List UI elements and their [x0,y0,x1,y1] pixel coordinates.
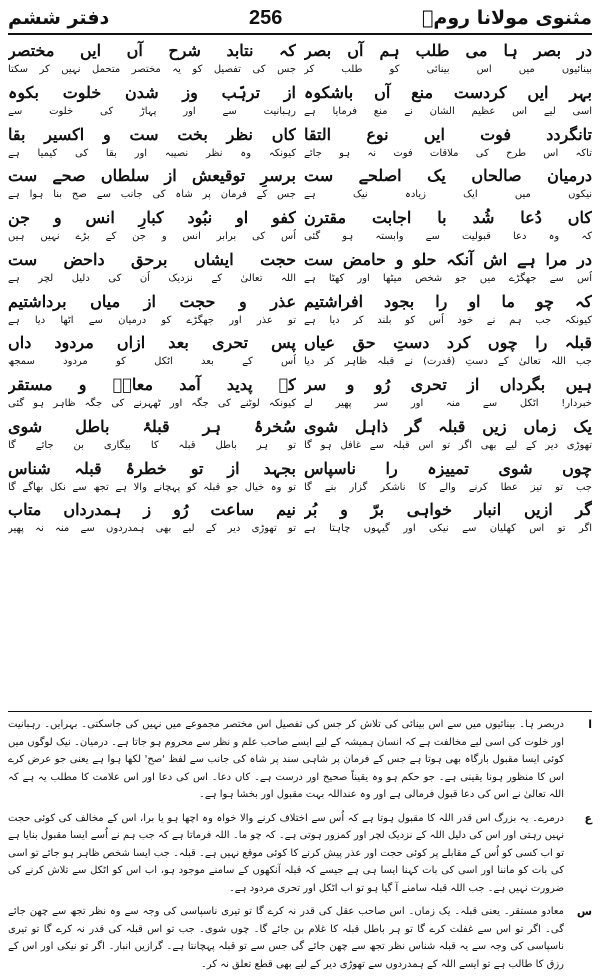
left-column [8,40,296,708]
verse-line: عذر و حجت از میاں برداشتیم [8,291,296,311]
verse-pair [8,207,296,249]
verse-line: کاں نظر بخت ست و اکسیر بقا [8,124,296,144]
verse-line: کفو او نبُود کبارِ انس و جن [8,208,296,227]
verse-line: نیم ساعت رُو ز ہمدرداں متاب [8,500,296,520]
header-rule [8,33,592,35]
footnote-marker: س [576,905,592,918]
verse-pair [304,291,592,333]
verse-pair [8,332,296,374]
verse-pair [304,82,592,124]
translation-line: اللہ تعالیٰ کے نزدیک اُن کی دلیل لچر ہے [8,272,296,284]
translation-line: اُس سے جھگڑے میں جو شخص میٹھا اور کھٹا ہے [304,272,592,284]
verse-pair [8,165,296,207]
right-column [304,40,592,708]
translation-line: تاکہ اس طرح کی ملاقات فوت نہ ہو جائے [304,147,592,159]
footnote-marker: ا [588,718,592,731]
verse-line: حجت ایشاں برحق داحض ست [8,249,296,269]
verse-line: تانگردد فوت ایں نوع التقا [304,124,592,144]
verse-line: سُخرۂ ہر قبلۂ باطل شوی [8,416,296,436]
verse-line: پس تحری بعد ازاں مردود داں [8,333,296,353]
verse-pair [8,40,296,82]
footnote-rule [8,711,592,712]
verse-pair [8,249,296,291]
verse-line: کاں دُعا شُد با اجابت مقترن [304,208,592,227]
verse-pair [8,458,296,500]
footnote-text: درمرے۔ یہ بزرگ اس قدر اللہ کا مقبول ہوتا ہے کہ اُس سے اختلاف کرنے والا خواہ وہ اچھا ہو یا برا، اس کے مخالف کی کوئی حجت نہیں رہتی اور اس کی دلیل اللہ کے نزدیک لچر اور کمزور ہوتی ہے۔ کہ چو ما۔ اللہ فرماتا ہے کہ جب ہم نے اُسے ایسا مقبول بنایا ہے تو اب کسی کو اُس کے مقابلے پر کوئی حجت اور عذر پیش کرنے کا کوئی موقع نہیں ہے۔ قبلہ۔ جب ایسا شخص ظاہر ہو جائے تو اسی کی بات کو ماننا اور اسی کی بات کہنا ایسا ہی ہے جیسے کہ قبلہ آنکھوں کے سامنے موجود ہو، اب اس کو اٹکل سے تلاش کرنے کی ضرورت نہیں ہے۔ جب اللہ قبلہ سامنے آ گیا ہو تو اب اٹکل اور تحری مردود ہے۔ [8,812,564,894]
translation-line: بینائیوں میں اس بینائی کو طلب کر [304,64,592,75]
verse-pair [304,332,592,374]
verse-line: بجہد از تو خطرۂ قبلہ شناس [8,458,296,478]
verses-area [8,40,592,708]
verse-line: ہیں بگرداں از تحری رُو و سر [304,375,592,394]
translation-line: اگر تو اس کھلیان سے نیکی اور گیہوں چاہتا ہے [304,523,592,535]
footnote-text: دربصر ہا۔ بینائیوں میں سے اس بینائی کی تلاش کر جس کی تفصیل اس مختصر مجموعے میں نہیں کی جاسکتی۔ بہرایں۔ رہبانیت اور خلوت کی اسی لیے مخالفت ہے کہ انسان ہمیشہ کے لیے ایسے صاحب علم و نظر سے محروم ہو جاتا ہے۔ درمیان۔ نیک لوگوں میں کوئی ایسا مقبول بارگاہ بھی ہوتا ہے جس کے فرمان پر شاہی سند پر شاہ کی جانب سے لفظ 'صح' لکھا ہوا ہے یعنی جو عرض کرے اس کا منظور ہونا یقینی ہے۔ جو حکم ہو وہ یقیناً صحیح اور درست ہے۔ کاں دعا۔ اس کی دعا اور اس علامت کا مطلب یہ ہے کہ اللہ تعالیٰ نے اس کی دعا قبول فرمالی ہے اور وہ عنداللہ بہت مقبول اور بخشا ہوا ہے۔ [8,719,564,800]
translation-line: تھوڑی دیر کے لیے بھی اگر تو اس قبلہ سے غافل ہو گا [304,439,592,451]
translation-line: جب تو تیز عطا کرنے والے کا ناشکر گزار بنے گا [304,481,592,493]
translation-line: کیونکہ وہ نظر نصیبہ اور بقا کی کیمیا ہے [8,147,296,159]
translation-line: اسی لیے اس عظیم الشان نے منع فرمایا ہے [304,105,592,117]
volume-label: دفتر ششم [8,7,110,29]
translation-line: اُس کی برابر انس و جن کے بڑے نہیں ہیں [8,231,296,242]
verse-pair [304,249,592,291]
verse-pair [8,124,296,166]
book-title: مثنوی مولانا رومؒ [422,7,592,29]
verse-line: یک زماں زیں قبلہ گر ذاہل شوی [304,416,592,436]
verse-line: در بصر ہا می طلب ہم آں بصر [304,41,592,60]
translation-line: تو وہ خیال جو قبلہ کو پہچانے والا ہے تجھ سے نکل بھاگے گا [8,481,296,493]
verse-line: گر ازیں انبار خواہی برّ و بُر [304,500,592,520]
translation-line: نیکوں میں ایک زیادہ نیک ہے [304,189,592,201]
translation-line: جس کی تفصیل کو یہ مختصر متحمل نہیں کر سکتا [8,64,296,75]
verse-line: قبلہ را چوں کرد دستِ حق عیاں [304,333,592,353]
translation-line: تو عذر اور جھگڑے کو درمیان سے اٹھا دیا ہے [8,314,296,326]
verse-pair [304,416,592,458]
footnote [8,903,592,973]
verse-pair [8,374,296,416]
verse-line: در مرا ہے اش آنکہ حلو و حامض ست [304,249,592,269]
footnotes [8,716,592,979]
verse-pair [8,499,296,541]
translation-line: جس کے فرمان پر شاہ کی جانب سے صح بنا ہوا ہے [8,189,296,201]
translation-line: کیونکہ جب ہم نے خود اُس کو بلند کر دیا ہے [304,314,592,326]
verse-line: چوں شوی تمییزہ را ناسپاس [304,458,592,478]
verse-line: کہ چو ما او را بجود افراشتیم [304,291,592,311]
translation-line: اُس کے بعد اٹکل کو مردود سمجھ [8,356,296,368]
verse-pair [304,499,592,541]
footnote-marker: ع [584,811,592,825]
translation-line: تو ہر باطل قبلہ کا بیگاری بن جائے گا [8,439,296,451]
verse-pair [304,124,592,166]
verse-line: درمیان صالحاں یک اصلحے ست [304,166,592,186]
translation-line: خبردار! اٹکل سے منہ اور سر پھیر لے [304,398,592,409]
translation-line: تو تھوڑی دیر کے لیے بھی ہمدردوں سے منہ نہ پھیر [8,523,296,535]
verse-line: از ترہّب وز شدن خلوت بکوہ [8,82,296,102]
verse-pair [8,82,296,124]
verse-line: بہر ایں کردست منع آں باشکوہ [304,82,592,102]
translation-line: کیونکہ لوٹنے کی جگہ اور ٹھہرنے کی جگہ ظاہر ہو گئی [8,398,296,409]
page-number: 256 [248,6,283,29]
footnote-text: معادو مستقر۔ یعنی قبلہ۔ یک زماں۔ اس صاحب عقل کی قدر نہ کرے گا تو تیری ناسپاسی کی وجہ سے وہ نظر تجھ سے چھن جائے گی۔ اگر تو اس سے غفلت کرے گا تو ہر باطل قبلہ کا غلام بن جائے گا۔ چوں شوی۔ جب تو اس قبلہ کی قدر نہ کرے گا تو تیری ناسپاسی کی وجہ سے یہ قبلہ شناس نظر تجھ سے چھن جائے گی جس سے تو قبلہ پہچانتا ہے۔ گرازیں انبار۔ اگر تو نیکی اور اس کے رزق کا طالب ہے تو ایسے اللہ کے ہمدردوں سے تھوڑی دیر کے لیے بھی قطع تعلق نہ کر۔ [8,906,564,970]
verse-pair [304,207,592,249]
verse-pair [304,165,592,207]
verse-line: برسرِ توقیعش از سلطاں صحے ست [8,166,296,186]
verse-pair [304,374,592,416]
verse-pair [8,291,296,333]
verse-pair [304,458,592,500]
translation-line: جب اللہ تعالیٰ کے دستِ (قدرت) نے قبلہ ظاہر کر دیا [304,356,592,368]
verse-pair [8,416,296,458]
verse-pair [304,40,592,82]
page-header [8,4,592,32]
footnote [8,716,592,804]
translation-line: رہبانیت سے اور پہاڑ کی خلوت سے [8,105,296,117]
verse-line: کہ نتابد شرح آں ایں مختصر [8,41,296,60]
verse-line: کہ پدید آمد معادؔ و مستقر [8,375,296,394]
translation-line: کہ وہ دعا قبولیت سے وابستہ ہو گئی [304,231,592,242]
footnote [8,810,592,898]
